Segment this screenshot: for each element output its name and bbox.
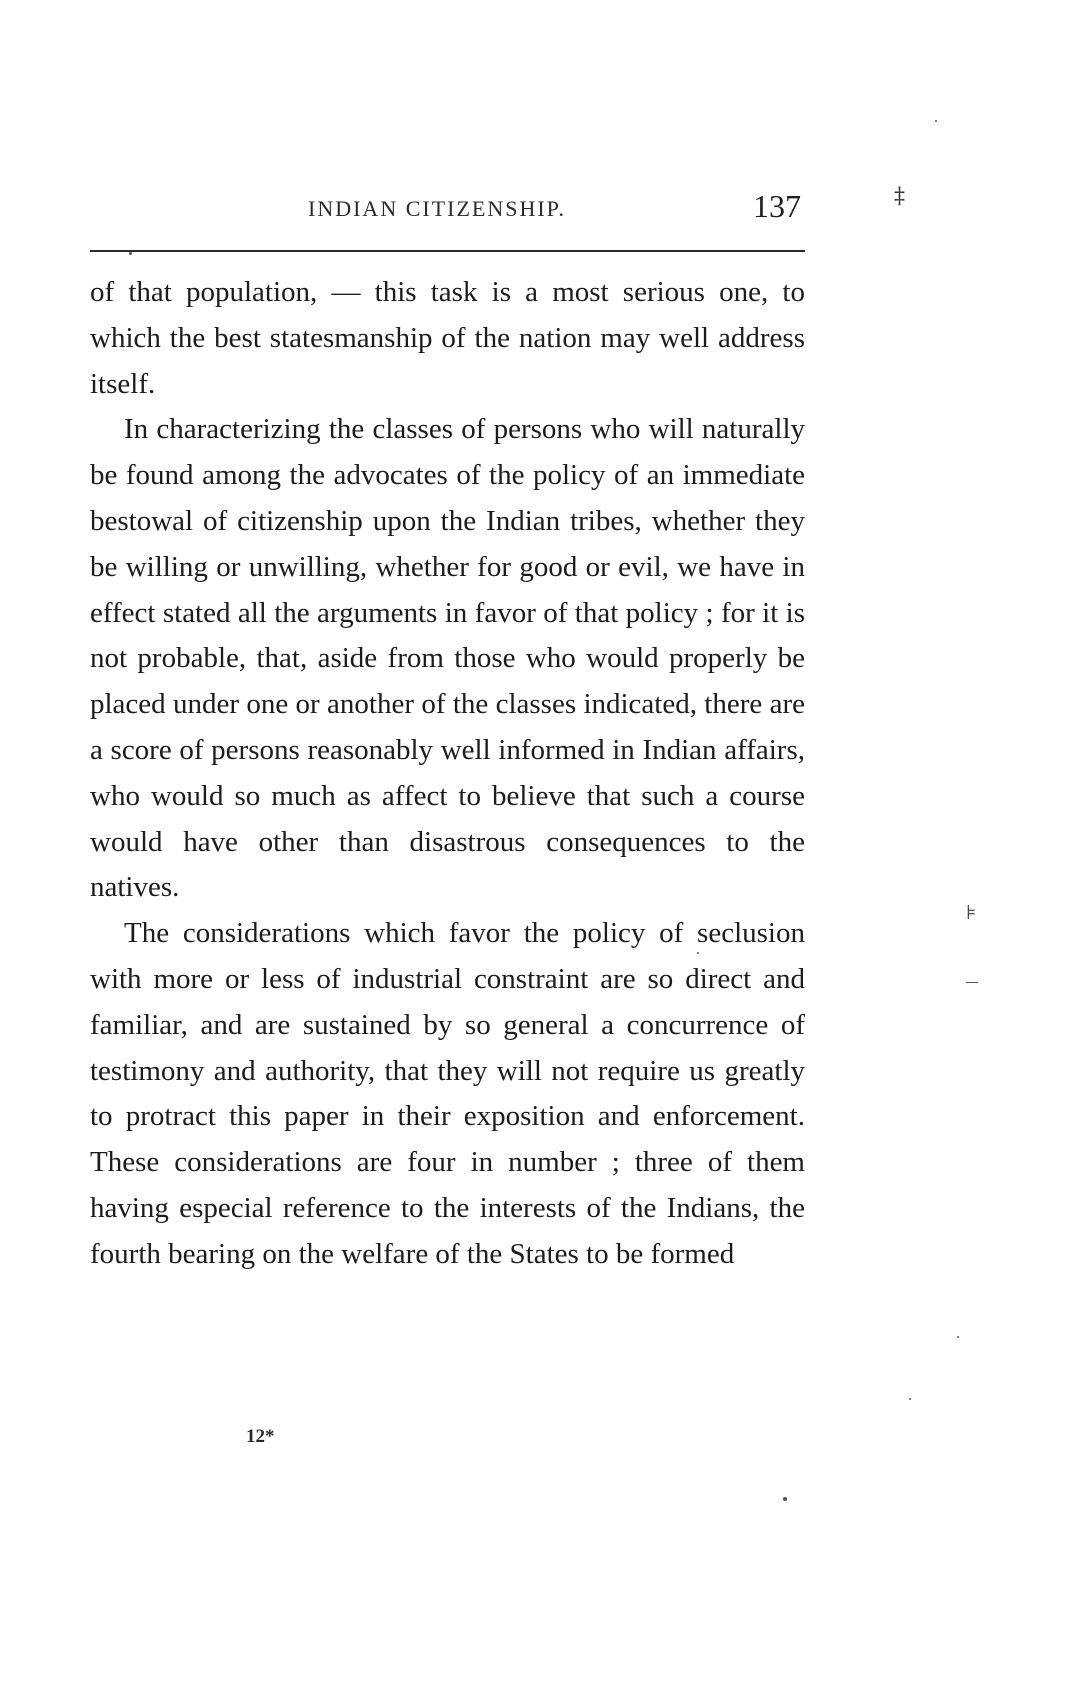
paragraph-1: of that population, — this task is a most serious one, to which the best statesmanship of the nation may well address itself.: [90, 276, 805, 400]
ink-speck: [957, 1336, 959, 1338]
running-title: INDIAN CITIZENSHIP.: [308, 196, 566, 221]
ink-speck: [783, 1497, 787, 1501]
print-speck-dagger: ‡: [894, 184, 905, 209]
margin-print-mark: ⊧: [966, 900, 977, 924]
paragraph-2: In characterizing the classes of persons who will naturally be found among the advocates of the policy of an immediate bestowal of citizenship upon the Indian tribes, whether they be willing or unwilling, whether for good or evil, we have in effect stated all the arguments in favor of that policy ; for it is not probable, that, aside from those who would properly be placed under one or another of the classes indicated, there are a score of persons reasonably well informed in Indian affairs, who would so much as affect to believe that such a course would have other than disastrous consequences to the natives.: [90, 413, 805, 904]
margin-dash: [966, 982, 978, 983]
ink-speck: [909, 1398, 911, 1400]
paragraph-3: The considerations which favor the policy of seclusion with more or less of industrial constraint are so direct and familiar, and are sustained by so general a concurrence of testimony and authority, that they will not require us greatly to protract this paper in their exposition and enforcement. These considerations are four in number ; three of them having especial reference to the interests of the Indians, the fourth bearing on the welfare of the States to be formed: [90, 917, 805, 1270]
header-rule: [90, 250, 805, 252]
page-number: 137: [753, 188, 801, 224]
ink-speck: [129, 252, 132, 255]
ink-speck: [935, 120, 937, 122]
ink-speck: [697, 952, 699, 954]
signature-mark: 12*: [246, 1426, 275, 1447]
body-text: [90, 270, 805, 1278]
running-head: [90, 190, 805, 230]
